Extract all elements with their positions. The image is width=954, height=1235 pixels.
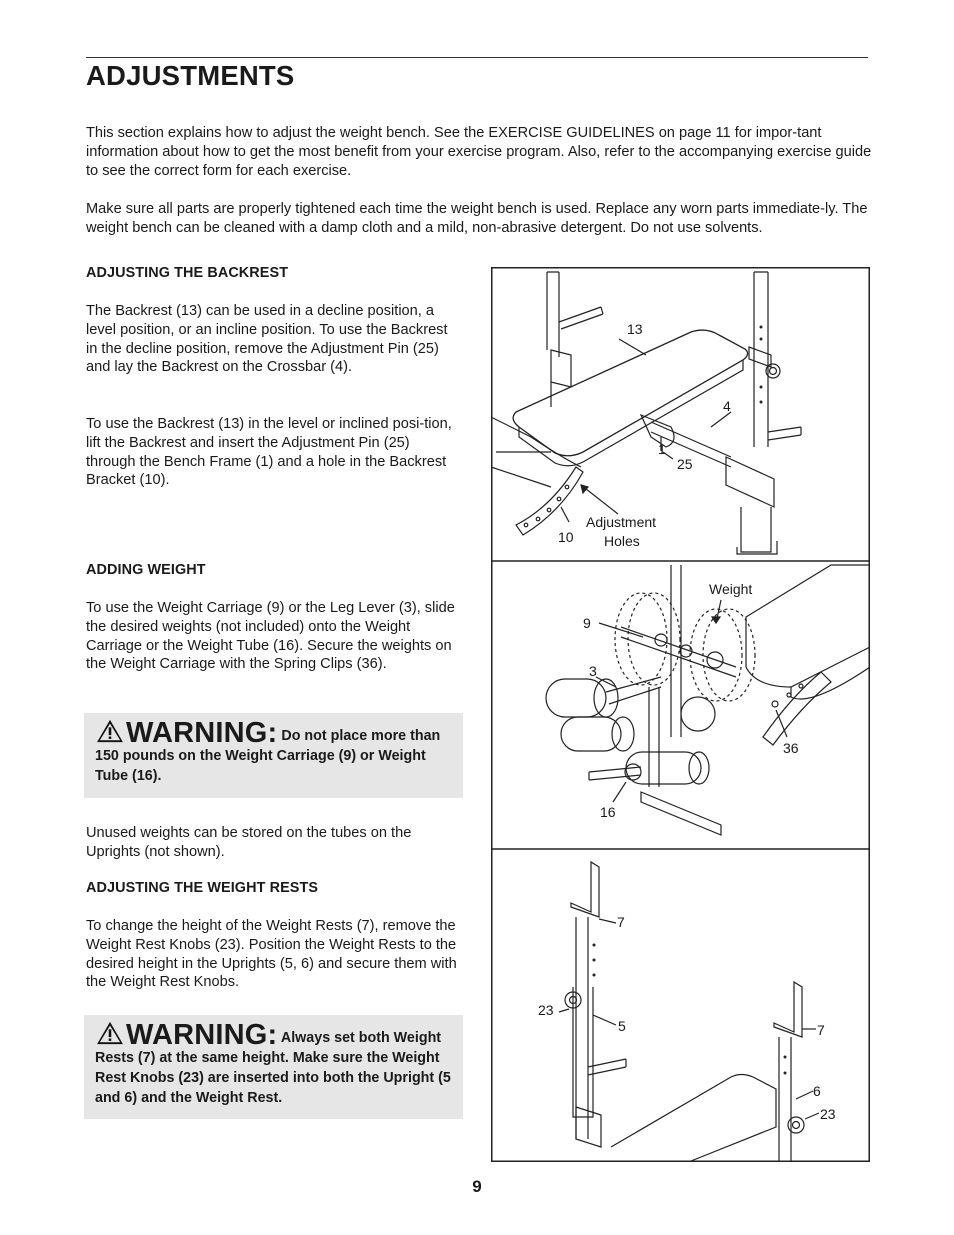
weight-heading: ADDING WEIGHT [86,562,206,578]
rests-paragraph-1: To change the height of the Weight Rests (7), remove the Weight Rest Knobs (23). Position the Weight Rests to the desired height in the Uprights (5, 6) and secure them with the Weight Rest Knobs. [86,918,457,991]
weight-drawing [546,565,870,835]
warning-triangle-icon [95,1021,125,1045]
warning-label: WARNING: [126,717,278,749]
callout-holes: Holes [604,533,640,549]
warning-box-weight [84,713,463,798]
callout-1: 1 [658,441,666,457]
title-rule [86,57,868,58]
callout-4: 4 [723,398,731,414]
callout-16: 16 [600,804,616,820]
weight-paragraph-1: To use the Weight Carriage (9) or the Leg Lever (3), slide the desired weights (not included) onto the Weight Carriage or the Weight Tube (16). Secure the weights on the Weight Carriage with the Spring Clips (36). [86,600,455,673]
backrest-paragraph-2: To use the Backrest (13) in the level or inclined posi-tion, lift the Backrest and insert the Adjustment Pin (25) through the Bench Frame (1) and a hole in the Backrest Bracket (10). [86,416,452,489]
callout-weight: Weight [709,581,753,597]
intro-paragraph-2: Make sure all parts are properly tightened each time the weight bench is used. Replace any worn parts immediate-ly. The weight bench can be cleaned with a damp cloth and a mild, non-abrasive detergent. Do not use solvents. [86,201,868,236]
callout-5: 5 [618,1018,626,1034]
callout-13: 13 [627,321,643,337]
callout-3: 3 [589,663,597,679]
assembly-figure [491,267,870,1162]
callout-23: 23 [820,1106,836,1122]
page-number: 9 [472,1177,482,1196]
intro-paragraph-1: This section explains how to adjust the weight bench. See the EXERCISE GUIDELINES on page 11 for impor-tant information about how to get the most benefit from your exercise program. Also, refer to the accompanying exercise guide to see the correct form for each exercise. [86,125,872,179]
callout-adjustment: Adjustment [586,514,657,530]
callout-6: 6 [813,1083,821,1099]
warning-triangle-icon [95,719,125,743]
weight-rests-drawing [559,862,819,1161]
warning-box-rests [84,1015,463,1119]
rests-heading: ADJUSTING THE WEIGHT RESTS [86,880,319,896]
backrest-callouts [558,321,731,549]
callout-36: 36 [783,740,799,756]
callout-10: 10 [558,529,574,545]
callout-25: 25 [677,456,693,472]
callout-9: 9 [583,615,591,631]
callout-7: 7 [817,1022,825,1038]
backrest-drawing [491,272,801,554]
warning-label: WARNING: [126,1019,278,1051]
backrest-heading: ADJUSTING THE BACKREST [86,265,289,281]
warning-text: Do not place more than 150 pounds on the Weight Carriage (9) or Weight Tube (16). [95,728,441,784]
callout-23: 23 [538,1002,554,1018]
weight-paragraph-2: Unused weights can be stored on the tubes on the Uprights (not shown). [86,825,412,860]
backrest-paragraph-1: The Backrest (13) can be used in a decline position, a level position, or an incline position. To use the Backrest in the decline position, remove the Adjustment Pin (25) and lay the Backrest on the Crossbar (4). [86,303,448,376]
weight-callouts [583,581,799,820]
page-title: ADJUSTMENTS [86,60,295,91]
callout-7: 7 [617,914,625,930]
warning-text: Always set both Weight Rests (7) at the same height. Make sure the Weight Rest Knobs (23) are inserted into both the Upright (5 and 6) and the Weight Rest. [95,1030,451,1106]
assembly-illustration [491,267,870,1162]
